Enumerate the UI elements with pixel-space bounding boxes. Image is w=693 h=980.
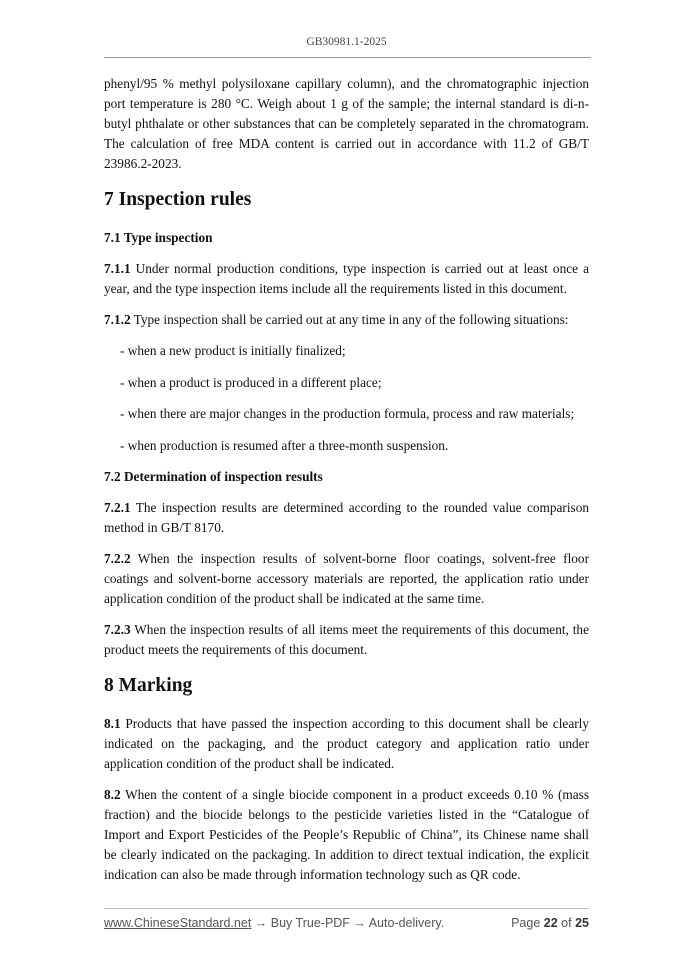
clause-number: 8.2	[104, 787, 121, 802]
list-item: - when a product is produced in a different place;	[120, 374, 382, 390]
clause-7-1-1	[104, 259, 589, 299]
promo-text: → Buy True-PDF → Auto-delivery.	[251, 916, 445, 930]
clause-7-2-1	[104, 498, 589, 538]
clause-7-2-2	[104, 549, 589, 609]
clause-text: The inspection results are determined according to the rounded value comparison method in GB/T 8170.	[104, 500, 589, 535]
clause-text: When the content of a single biocide component in a product exceeds 0.10 % (mass fraction) and the biocide belongs to the pesticide varieties listed in the “Catalogue of Import and Export Pesticides of the People’s Republic of China”, its Chinese name shall be clearly indicated on the packaging. In addition to direct textual indication, the explicit indication can also be made through information technology such as QR code.	[104, 787, 589, 882]
page-label: Page	[511, 916, 541, 930]
document-body	[104, 74, 589, 896]
section-7-1-title: 7.1 Type inspection	[104, 230, 213, 245]
section-7-title: 7 Inspection rules	[104, 189, 252, 210]
page-indicator	[511, 916, 589, 930]
clause-text: When the inspection results of all items meet the requirements of this document, the product meets the requirements of this document.	[104, 622, 589, 657]
intro-paragraph: phenyl/95 % methyl polysiloxane capillary column), and the chromatographic injection port temperature is 280 °C. Weigh about 1 g of the sample; the internal standard is di-n-butyl phthalate or other substances that can be completely separated in the chromatogram. The calculation of free MDA content is carried out in accordance with 11.2 of GB/T 23986.2-2023.	[104, 76, 589, 171]
page-number: 22	[543, 916, 558, 930]
clause-number: 7.2.2	[104, 551, 131, 566]
of-label: of	[561, 916, 572, 930]
header-divider	[104, 57, 591, 58]
clause-text: Under normal production conditions, type inspection is carried out at least once a year, and the type inspection items include all the requirements listed in this document.	[104, 261, 589, 296]
clause-number: 7.2.3	[104, 622, 131, 637]
clause-7-2-3	[104, 620, 589, 660]
section-7-2-title: 7.2 Determination of inspection results	[104, 469, 323, 484]
page-total: 25	[575, 916, 589, 930]
clause-number: 8.1	[104, 716, 121, 731]
list-item: - when production is resumed after a three-month suspension.	[120, 437, 449, 453]
clause-8-1	[104, 714, 589, 774]
footer-divider	[104, 908, 589, 909]
list-item: - when a new product is initially finalized;	[120, 343, 346, 358]
clause-number: 7.1.1	[104, 261, 131, 276]
clause-7-1-2	[104, 310, 589, 330]
list-item: - when there are major changes in the production formula, process and raw materials;	[120, 406, 575, 421]
clause-text: When the inspection results of solvent-borne floor coatings, solvent-free floor coatings and solvent-borne accessory materials are reported, the application ratio under application condition of the product shall be indicated at the same time.	[104, 551, 589, 606]
section-8-title: 8 Marking	[104, 675, 193, 696]
clause-8-2	[104, 785, 589, 885]
clause-text: Products that have passed the inspection according to this document shall be clearly indicated on the packaging, and the product category and application ratio under application condition of the product shall be indicated.	[104, 716, 589, 771]
clause-number: 7.1.2	[104, 312, 131, 327]
page-header-code: GB30981.1-2025	[306, 36, 387, 48]
clause-number: 7.2.1	[104, 500, 131, 515]
clause-text: Type inspection shall be carried out at any time in any of the following situations:	[130, 312, 569, 327]
footer-promo	[104, 916, 444, 930]
site-link[interactable]: www.ChineseStandard.net	[104, 916, 252, 930]
